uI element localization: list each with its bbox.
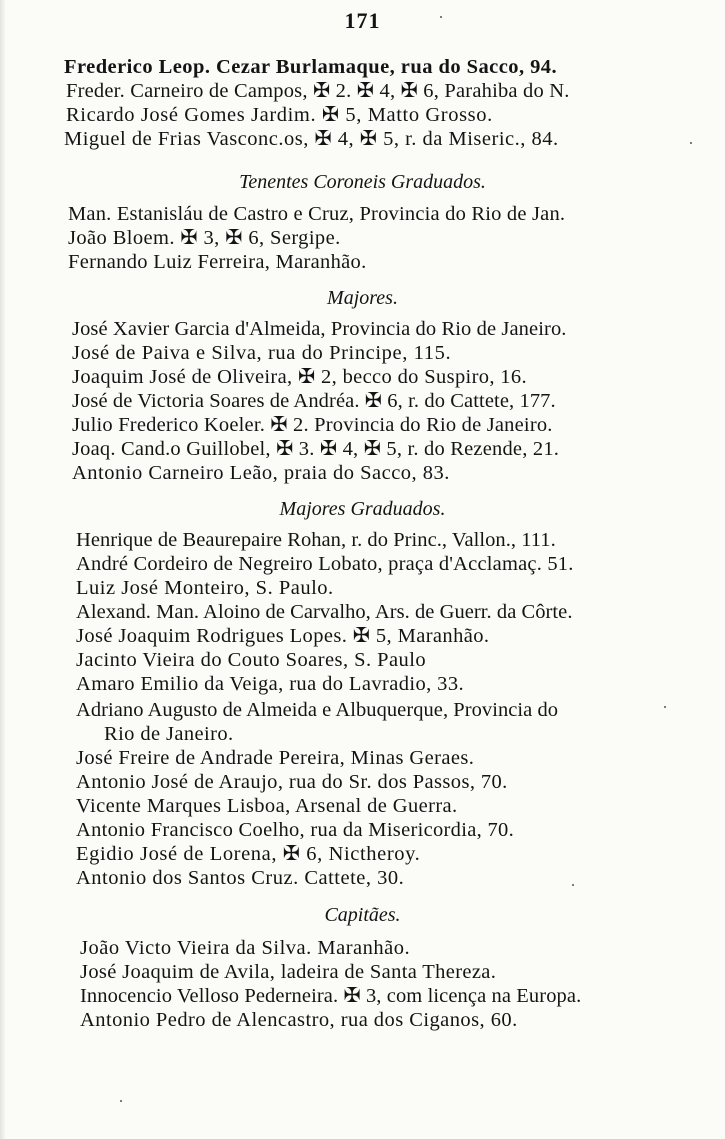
section-heading: Majores Graduados. — [279, 498, 446, 520]
entry-line: Vicente Marques Lisboa, Arsenal de Guerra. — [76, 795, 458, 817]
entry-line: Egidio José de Lorena, ✠ 6, Nictheroy. — [76, 843, 421, 865]
entry-line: Julio Frederico Koeler. ✠ 2. Provincia do Rio de Janeiro. — [72, 414, 553, 436]
entry-line: Innocencio Velloso Pederneira. ✠ 3, com licença na Europa. — [80, 985, 582, 1007]
entry-line: João Victo Vieira da Silva. Maranhão. — [80, 937, 411, 959]
entry-line: Antonio Francisco Coelho, rua da Misericordia, 70. — [76, 819, 515, 841]
print-speck — [440, 16, 442, 18]
entry-line: Joaq. Cand.o Guillobel, ✠ 3. ✠ 4, ✠ 5, r. do Rezende, 21. — [72, 438, 560, 460]
entry-line: Antonio Carneiro Leão, praia do Sacco, 83. — [72, 462, 450, 484]
page-number: 171 — [344, 8, 381, 33]
entry-line: Freder. Carneiro de Campos, ✠ 2. ✠ 4, ✠ 6, Parahiba do N. — [66, 80, 570, 102]
entry-line: Ricardo José Gomes Jardim. ✠ 5, Matto Grosso. — [66, 104, 493, 126]
section-heading: Tenentes Coroneis Graduados. — [239, 171, 486, 193]
entry-line: Antonio Pedro de Alencastro, rua dos Ciganos, 60. — [80, 1009, 518, 1031]
entry-line: Man. Estanisláu de Castro e Cruz, Provincia do Rio de Jan. — [68, 203, 566, 225]
print-speck — [572, 884, 574, 886]
entry-line: Adriano Augusto de Almeida e Albuquerque, Provincia do — [76, 699, 559, 721]
entry-line: Frederico Leop. Cezar Burlamaque, rua do Sacco, 94. — [64, 56, 558, 78]
entry-line: José Joaquim Rodrigues Lopes. ✠ 5, Maranhão. — [76, 625, 490, 647]
entry-line: Fernando Luiz Ferreira, Maranhão. — [68, 251, 367, 273]
entry-line: Miguel de Frias Vasconc.os, ✠ 4, ✠ 5, r. da Miseric., 84. — [64, 128, 559, 150]
entry-line: Antonio dos Santos Cruz. Cattete, 30. — [76, 867, 405, 889]
entry-line: José Xavier Garcia d'Almeida, Provincia do Rio de Janeiro. — [72, 318, 567, 340]
entry-line: João Bloem. ✠ 3, ✠ 6, Sergipe. — [68, 227, 341, 249]
entry-line: Alexand. Man. Aloino de Carvalho, Ars. de Guerr. da Côrte. — [76, 601, 573, 623]
entry-line: José de Victoria Soares de Andréa. ✠ 6, r. do Cattete, 177. — [72, 390, 556, 412]
entry-line: André Cordeiro de Negreiro Lobato, praça d'Acclamaç. 51. — [76, 553, 574, 575]
entry-line: José Joaquim de Avila, ladeira de Santa Thereza. — [80, 961, 497, 983]
entry-line: José de Paiva e Silva, rua do Principe, 115. — [72, 342, 452, 364]
entry-line: Luiz José Monteiro, S. Paulo. — [76, 577, 334, 599]
entry-line: Jacinto Vieira do Couto Soares, S. Paulo — [76, 649, 427, 671]
section-heading: Majores. — [327, 287, 398, 309]
entry-line: Antonio José de Araujo, rua do Sr. dos Passos, 70. — [76, 771, 508, 793]
entry-line: Henrique de Beaurepaire Rohan, r. do Princ., Vallon., 111. — [76, 529, 556, 551]
entry-line-continuation: Rio de Janeiro. — [104, 723, 234, 745]
entry-line: José Freire de Andrade Pereira, Minas Geraes. — [76, 747, 475, 769]
section-heading: Capitães. — [324, 904, 401, 926]
print-speck — [664, 706, 666, 708]
entry-line: Joaquim José de Oliveira, ✠ 2, becco do Suspiro, 16. — [72, 366, 527, 388]
print-speck — [690, 142, 692, 144]
entry-line: Amaro Emilio da Veiga, rua do Lavradio, 33. — [76, 673, 465, 695]
print-speck — [120, 1100, 122, 1102]
